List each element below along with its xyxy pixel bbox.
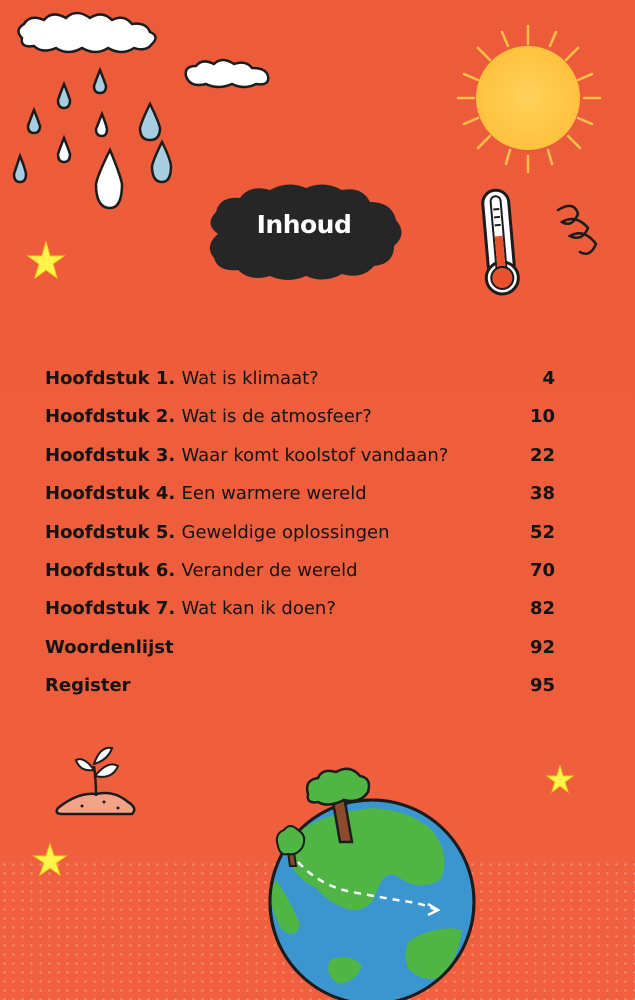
cloud-icon [18,13,155,52]
star-icon [28,242,64,278]
toc-entry-page: 22 [529,444,555,466]
toc-entry-label: Hoofdstuk 3 [45,444,169,466]
toc-entry-label: Hoofdstuk 7 [45,598,169,620]
toc-entry-title: Waar komt koolstof vandaan? [181,444,449,466]
star-icon [547,766,573,792]
table-of-contents [45,360,565,706]
squiggle-icon [558,206,596,254]
toc-entry-label: Hoofdstuk 6 [45,559,169,581]
toc-entry-label: Woordenlijst [45,636,174,658]
page-title: Inhoud [256,210,352,239]
toc-entry[interactable] [45,629,565,667]
toc-entry-page: 52 [529,521,555,543]
toc-entry[interactable]: Hoofdstuk 6. Verander de wereld 70 [45,552,565,590]
toc-entry[interactable]: Hoofdstuk 5. Geweldige oplossingen 52 [45,514,565,552]
toc-entry-page: 70 [529,559,555,581]
earth-icon [270,800,474,1000]
toc-entry[interactable]: Hoofdstuk 4. Een warmere wereld 38 [45,475,565,513]
toc-entry[interactable]: Hoofdstuk 3. Waar komt koolstof vandaan? 22 [45,437,565,475]
toc-entry-page: 95 [529,675,555,697]
toc-entry[interactable]: Hoofdstuk 1. Wat is klimaat? 4 [45,360,565,398]
toc-entry-label: Hoofdstuk 4 [45,483,169,505]
toc-entry[interactable]: Hoofdstuk 2. Wat is de atmosfeer? 10 [45,398,565,436]
seedling-icon [57,748,135,814]
toc-entry-label: Hoofdstuk 5 [45,521,169,543]
toc-entry-title: Wat kan ik doen? [181,598,336,620]
toc-entry-page: 4 [542,368,555,389]
toc-entry-title: Wat is de atmosfeer? [181,406,372,428]
toc-entry-label: Hoofdstuk 2 [45,406,169,428]
toc-entry-page: 38 [529,483,555,505]
toc-entry-label: Register [45,675,131,697]
toc-entry[interactable]: Hoofdstuk 7. Wat kan ik doen? 82 [45,590,565,628]
star-icon [34,844,66,875]
toc-entry-title: Wat is klimaat? [181,368,319,389]
toc-entry[interactable] [45,667,565,705]
toc-entry-label: Hoofdstuk 1 [45,368,169,389]
toc-entry-title: Een warmere wereld [181,483,367,505]
toc-entry-page: 82 [529,598,555,620]
toc-entry-page: 10 [529,406,555,428]
toc-entry-page: 92 [529,636,555,658]
toc-entry-title: Verander de wereld [181,559,358,581]
raindrop-icon [14,70,171,208]
sun-icon [458,26,600,172]
thermometer-icon [479,189,520,295]
cloud-icon [186,60,269,87]
toc-entry-title: Geweldige oplossingen [181,521,390,543]
